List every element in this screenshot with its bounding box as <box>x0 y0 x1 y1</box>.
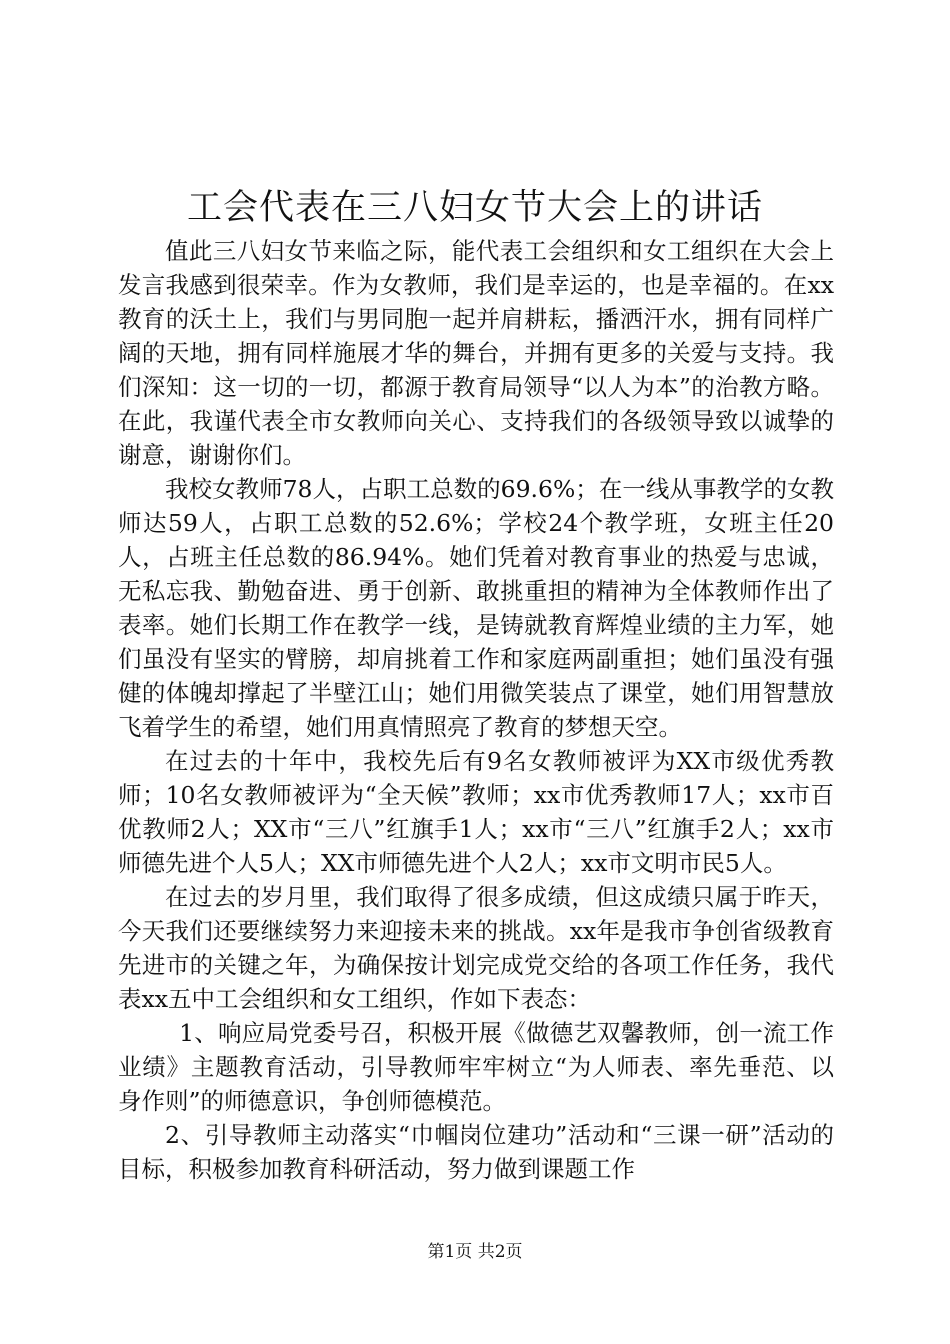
document-body <box>118 234 834 1186</box>
paragraph-commitment: 在过去的岁月里，我们取得了很多成绩，但这成绩只属于昨天，今天我们还要继续努力来迎接未来的挑战。xx年是我市争创省级教育先进市的关键之年，为确保按计划完成党交给的各项工作任务，我代表xx五中工会组织和女工组织，作如下表态： <box>118 883 834 1013</box>
document-title: 工会代表在三八妇女节大会上的讲话 <box>186 188 763 228</box>
paragraph-item-1: 1、响应局党委号召，积极开展《做德艺双馨教师，创一流工作业绩》主题教育活动，引导教师牢牢树立“为人师表、率先垂范、以身作则”的师德意识，争创师德模范。 <box>118 1019 834 1115</box>
paragraph-item-2: 2、引导教师主动落实“巾帼岗位建功”活动和“三课一研”活动的目标，积极参加教育科研活动，努力做到课题工作 <box>118 1121 834 1183</box>
paragraph-opening: 值此三八妇女节来临之际，能代表工会组织和女工组织在大会上发言我感到很荣幸。作为女教师，我们是幸运的，也是幸福的。在xx教育的沃土上，我们与男同胞一起并肩耕耘，播洒汗水，拥有同样广阔的天地，拥有同样施展才华的舞台，并拥有更多的关爱与支持。我们深知：这一切的一切，都源于教育局领导“以人为本”的治教方略。在此，我谨代表全市女教师向关心、支持我们的各级领导致以诚挚的谢意，谢谢你们。 <box>118 237 834 469</box>
page-number-footer: 第1页 共2页 <box>427 1242 523 1262</box>
paragraph-honors: 在过去的十年中，我校先后有9名女教师被评为XX市级优秀教师；10名女教师被评为“全天候”教师；xx市优秀教师17人；xx市百优教师2人；XX市“三八”红旗手1人；xx市“三八”红旗手2人；xx市师德先进个人5人；XX市师德先进个人2人；xx市文明市民5人。 <box>118 747 834 877</box>
paragraph-statistics: 我校女教师78人，占职工总数的69.6%；在一线从事教学的女教师达59人，占职工总数的52.6%；学校24个教学班，女班主任20人，占班主任总数的86.94%。她们凭着对教育事业的热爱与忠诚，无私忘我、勤勉奋进、勇于创新、敢挑重担的精神为全体教师作出了表率。她们长期工作在教学一线，是铸就教育辉煌业绩的主力军，她们虽没有坚实的臂膀，却肩挑着工作和家庭两副重担；她们虽没有强健的体魄却撑起了半壁江山；她们用微笑装点了课堂，她们用智慧放飞着学生的希望，她们用真情照亮了教育的梦想天空。 <box>118 475 834 741</box>
